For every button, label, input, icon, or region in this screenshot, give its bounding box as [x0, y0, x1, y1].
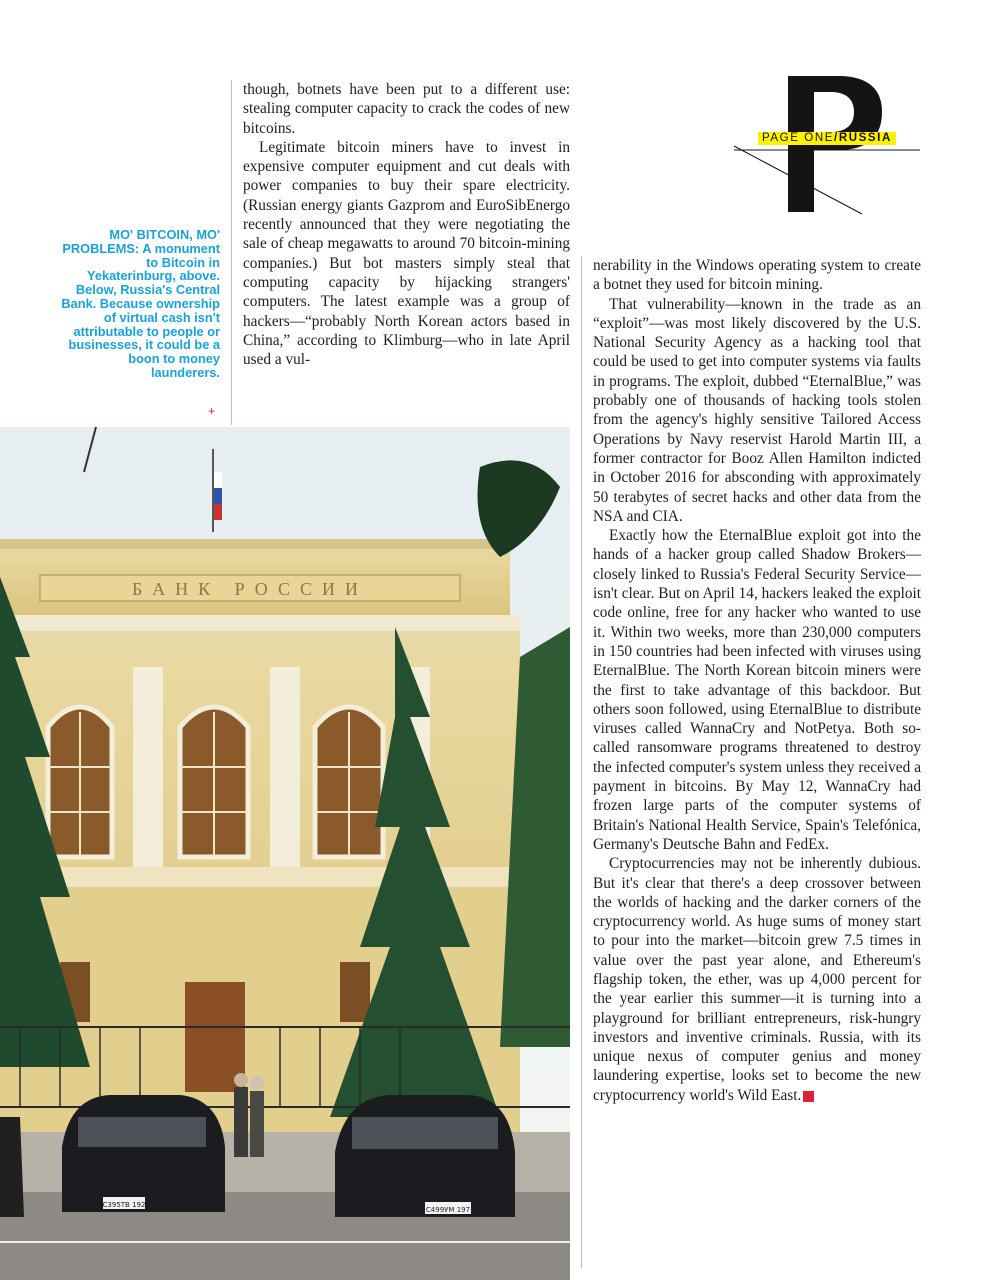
central-bank-photo	[0, 427, 570, 1280]
caption-divider	[231, 80, 232, 425]
article-paragraph: That vulnerability—known in the trade as an “exploit”—was most likely discovered by the U.S. National Security Agency as a hacking tool that could be used to get into computer systems via faults in programs. The exploit, dubbed “EternalBlue,” was probably one of thousands of hacking tools stolen from the agency's highly sensitive Tailored Access Operations by Navy reservist Harold Martin III, a former contractor for Booz Allen Hamilton indicted in October 2016 for absconding with approximately 50 terabytes of secret hacks and other data from the NSA and CIA.	[593, 295, 921, 525]
article-paragraph: nerability in the Windows operating system to create a botnet they used for bitcoin mining.	[593, 257, 921, 294]
photo-caption	[60, 228, 220, 380]
section-label: PAGE ONE/RUSSIA	[758, 132, 896, 145]
section-name: PAGE ONE	[762, 132, 835, 144]
license-plate-right: С499УМ 197	[425, 1206, 471, 1214]
column-divider	[581, 256, 582, 1268]
article-paragraph: Exactly how the EternalBlue exploit got into the hands of a hacker group called Shadow Brokers—closely linked to Russia's Federal Security Service—isn't clear. But on April 14, hackers leaked the exploit code online, free for any hacker who wanted to use it. Within two weeks, more than 230,000 computers in 150 countries had been infected with viruses using EternalBlue. The North Korean bitcoin miners were the first to take advantage of this backdoor. But others soon followed, using EternalBlue to distribute viruses called WannaCry and NotPetya. Both so-called ransomware programs threatened to destroy the infected computer's system unless they received a payment in bitcoins. By May 12, WannaCry had frozen large parts of the computer systems of Britain's National Health Service, Spain's Telefónica, Germany's Deutsche Bahn and FedEx.	[593, 527, 921, 853]
article-paragraph-text: Cryptocurrencies may not be inherently dubious. But it's clear that there's a deep crossover between the worlds of hacking and the darker corners of the cryptocurrency world. As huge sums of money start to pour into the market—bitcoin grew 7.5 times in value over the past year alone, and Ethereum's flagship token, the ether, was up 4,000 percent for the year earlier this summer—it is turning into a playground for brilliant entrepreneurs, risk-hungry investors and inventive criminals. Russia, with its unique nexus of computer genius and money laundering expertise, looks set to become the new cryptocurrency world's Wild East.	[593, 855, 921, 1104]
license-plate-left: С395ТВ 192	[102, 1201, 146, 1209]
section-logo	[730, 70, 930, 220]
central-bank-illustration	[0, 427, 570, 1280]
caption-body: A monument to Bitcoin in Yekaterinburg, above. Below, Russia's Central Bank. Because ownership of virtual cash isn't attributable to people or businesses, it could be a boon to money launderers.	[61, 240, 220, 380]
article-paragraph: Legitimate bitcoin miners have to invest in expensive computer equipment and cut deals with power companies to buy their spare electricity. (Russian energy giants Gazprom and EuroSibEnergo recently announced that they were negotiating the sale of cheap megawatts to around 70 bitcoin-mining companies.) But bot masters simply steal that computing capacity by hijacking strangers' computers. The latest example was a group of hackers—“probably North Korean actors based in China,” according to Klimburg—who in late April used a vul-	[243, 138, 570, 369]
p-logo-graphic	[730, 70, 930, 220]
facade-inscription: БАНК РОССИИ	[131, 579, 369, 599]
caption-plus-icon: +	[208, 404, 216, 418]
article-paragraph	[593, 854, 921, 1105]
caption-lead: MO' BITCOIN, MO' PROBLEMS:	[62, 227, 220, 256]
article-column-2	[593, 256, 921, 1105]
subsection-name: RUSSIA	[838, 132, 892, 144]
article-paragraph: though, botnets have been put to a different use: stealing computer capacity to crack the codes of new bitcoins.	[243, 81, 570, 137]
article-column-1	[243, 80, 570, 369]
end-mark-icon: N	[803, 1091, 814, 1102]
